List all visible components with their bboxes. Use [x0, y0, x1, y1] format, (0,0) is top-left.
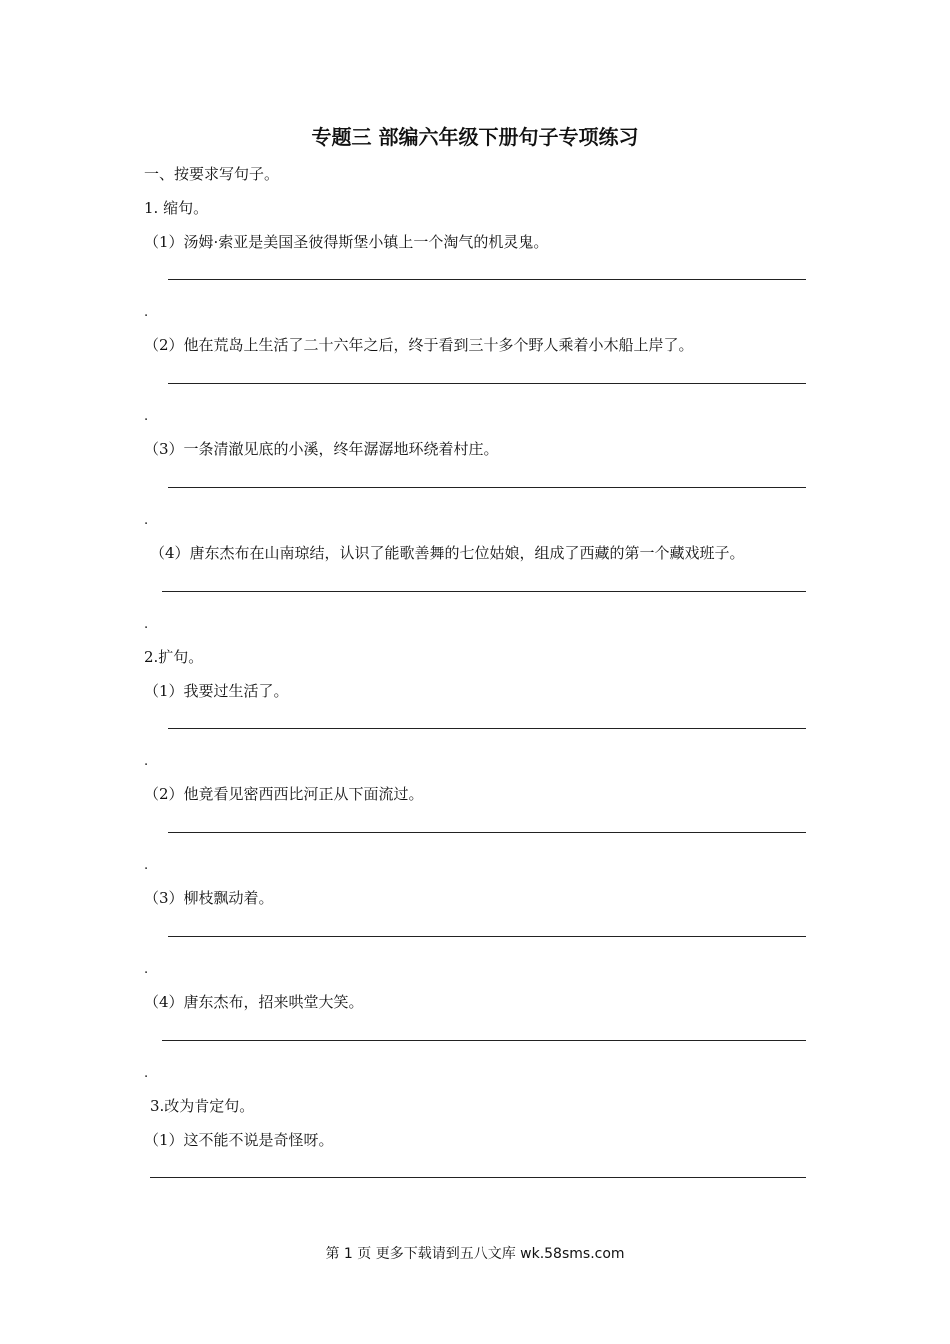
question-2-item-1: （1）我要过生活了。	[144, 682, 289, 700]
answer-line[interactable]	[168, 936, 806, 937]
answer-mark: .	[144, 617, 149, 632]
question-3-item-1: （1）这不能不说是奇怪呀。	[144, 1131, 334, 1149]
page-title: 专题三 部编六年级下册句子专项练习	[311, 125, 639, 149]
answer-line[interactable]	[162, 1040, 806, 1041]
question-1-label: 1. 缩句。	[144, 199, 209, 217]
answer-line[interactable]	[150, 1177, 806, 1178]
answer-mark: .	[144, 962, 149, 977]
answer-mark: .	[144, 513, 149, 528]
answer-line[interactable]	[168, 487, 806, 488]
answer-line[interactable]	[168, 728, 806, 729]
answer-mark: .	[144, 754, 149, 769]
question-1-item-1: （1）汤姆·索亚是美国圣彼得斯堡小镇上一个淘气的机灵鬼。	[144, 233, 549, 251]
question-2-item-2: （2）他竟看见密西西比河正从下面流过。	[144, 785, 424, 803]
page-footer: 第 1 页 更多下载请到五八文库 wk.58sms.com	[325, 1246, 625, 1262]
question-2-item-3: （3）柳枝飘动着。	[144, 889, 274, 907]
question-3-label: 3.改为肯定句。	[150, 1097, 255, 1115]
question-2-item-4: （4）唐东杰布，招来哄堂大笑。	[144, 993, 364, 1011]
question-2-label: 2.扩句。	[144, 648, 204, 666]
question-1-item-2: （2）他在荒岛上生活了二十六年之后，终于看到三十多个野人乘着小木船上岸了。	[144, 336, 694, 354]
answer-mark: .	[144, 305, 149, 320]
answer-line[interactable]	[168, 279, 806, 280]
answer-mark: .	[144, 858, 149, 873]
answer-line[interactable]	[162, 591, 806, 592]
answer-mark: .	[144, 1066, 149, 1081]
section-heading: 一、按要求写句子。	[144, 165, 280, 183]
question-1-item-4: （4）唐东杰布在山南琼结，认识了能歌善舞的七位姑娘，组成了西藏的第一个藏戏班子。	[150, 544, 745, 562]
question-1-item-3: （3）一条清澈见底的小溪，终年潺潺地环绕着村庄。	[144, 440, 499, 458]
answer-line[interactable]	[168, 832, 806, 833]
answer-line[interactable]	[168, 383, 806, 384]
answer-mark: .	[144, 409, 149, 424]
